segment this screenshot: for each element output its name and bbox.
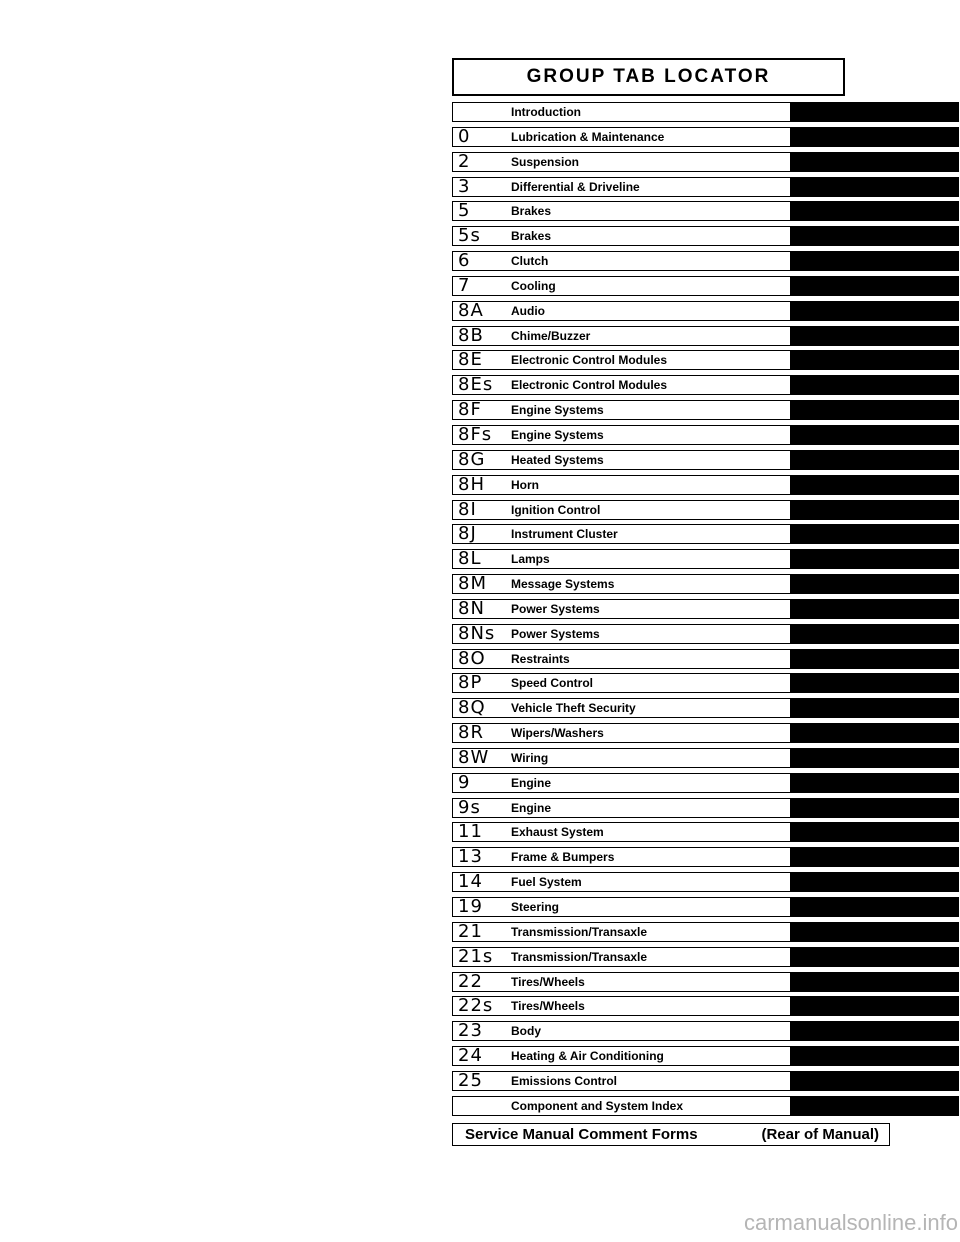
group-tab-label: Wiring: [511, 750, 549, 765]
group-tab-row[interactable]: [452, 127, 959, 147]
group-tab-marker[interactable]: [790, 698, 959, 718]
group-tab-row[interactable]: [452, 177, 959, 197]
group-tab-code: 11: [458, 821, 483, 843]
group-tab-marker[interactable]: [790, 624, 959, 644]
group-tab-entry[interactable]: [452, 798, 790, 818]
group-tab-row[interactable]: [452, 102, 959, 122]
group-tab-label: Frame & Bumpers: [511, 850, 615, 865]
group-tab-label: Electronic Control Modules: [511, 378, 668, 393]
group-tab-label: Emissions Control: [511, 1073, 618, 1088]
group-tab-label: Vehicle Theft Security: [511, 701, 636, 716]
group-tab-code: 0: [458, 125, 471, 147]
group-tab-row[interactable]: [452, 400, 959, 420]
group-tab-row[interactable]: [452, 872, 959, 892]
watermark-text: carmanualsonline.info: [743, 1210, 958, 1235]
group-tab-row[interactable]: [452, 723, 959, 743]
group-tab-entry[interactable]: [452, 152, 790, 172]
group-tab-code: 8L: [458, 548, 482, 570]
group-tab-label: Lamps: [511, 552, 550, 567]
group-tab-code: 8J: [458, 523, 477, 545]
group-tab-entry[interactable]: [452, 624, 790, 644]
group-tab-code: 8E: [458, 349, 483, 371]
group-tab-row[interactable]: [452, 624, 959, 644]
group-tab-marker[interactable]: [790, 748, 959, 768]
group-tab-marker[interactable]: [790, 773, 959, 793]
group-tab-row[interactable]: [452, 822, 959, 842]
group-tab-marker[interactable]: [790, 400, 959, 420]
group-tab-entry[interactable]: [452, 947, 790, 967]
group-tab-label: Tires/Wheels: [511, 974, 585, 989]
group-tab-code: 8I: [458, 498, 477, 520]
group-tab-row[interactable]: [452, 1071, 959, 1091]
group-tab-code: 8P: [458, 672, 483, 694]
group-tab-code: 5s: [458, 225, 481, 247]
group-tab-label: Electronic Control Modules: [511, 353, 668, 368]
group-tab-code: 7: [458, 274, 471, 296]
group-tab-marker[interactable]: [790, 798, 959, 818]
group-tab-code: 14: [458, 871, 483, 893]
group-tab-marker[interactable]: [790, 152, 959, 172]
group-tab-label: Clutch: [511, 254, 549, 269]
group-tab-marker[interactable]: [790, 947, 959, 967]
group-tab-marker[interactable]: [790, 475, 959, 495]
group-tab-row[interactable]: [452, 350, 959, 370]
group-tab-code: 8Ns: [458, 622, 496, 644]
group-tab-label: Suspension: [511, 154, 580, 169]
group-tab-marker[interactable]: [790, 649, 959, 669]
group-tab-label: Audio: [511, 303, 545, 318]
group-tab-entry[interactable]: [452, 972, 790, 992]
group-tab-entry[interactable]: [452, 996, 790, 1016]
group-tab-entry[interactable]: [452, 549, 790, 569]
group-tab-marker[interactable]: [790, 425, 959, 445]
group-tab-code: 8B: [458, 324, 484, 346]
group-tab-label: Engine Systems: [511, 403, 604, 418]
group-tab-entry[interactable]: [452, 350, 790, 370]
group-tab-marker[interactable]: [790, 350, 959, 370]
group-tab-row[interactable]: [452, 500, 959, 520]
group-tab-code: 8Es: [458, 374, 494, 396]
group-tab-marker[interactable]: [790, 1021, 959, 1041]
group-tab-label: Instrument Cluster: [511, 527, 618, 542]
group-tab-row[interactable]: [452, 301, 959, 321]
group-tab-entry[interactable]: [452, 1096, 790, 1116]
group-tab-row[interactable]: [452, 475, 959, 495]
group-tab-label: Restraints: [511, 651, 570, 666]
group-tab-label: Brakes: [511, 229, 552, 244]
group-tab-label: Exhaust System: [511, 825, 604, 840]
group-tab-entry[interactable]: [452, 673, 790, 693]
comment-forms-label: Service Manual Comment Forms: [465, 1126, 698, 1143]
group-tab-row[interactable]: [452, 1021, 959, 1041]
group-tab-code: 25: [458, 1069, 483, 1091]
group-tab-code: 23: [458, 1020, 483, 1042]
group-tab-entry[interactable]: [452, 375, 790, 395]
group-tab-marker[interactable]: [790, 102, 959, 122]
group-tab-entry[interactable]: [452, 1071, 790, 1091]
group-tab-row[interactable]: [452, 773, 959, 793]
group-tab-label: Wipers/Washers: [511, 726, 604, 741]
group-tab-row[interactable]: [452, 251, 959, 271]
group-tab-row[interactable]: [452, 897, 959, 917]
group-tab-row[interactable]: [452, 524, 959, 544]
group-tab-row[interactable]: [452, 922, 959, 942]
group-tab-row[interactable]: [452, 201, 959, 221]
group-tab-marker[interactable]: [790, 127, 959, 147]
group-tab-label: Differential & Driveline: [511, 179, 640, 194]
group-tab-entry[interactable]: [452, 127, 790, 147]
group-tab-entry[interactable]: [452, 822, 790, 842]
group-tab-row[interactable]: [452, 599, 959, 619]
group-tab-entry[interactable]: [452, 102, 790, 122]
group-tab-label: Chime/Buzzer: [511, 328, 591, 343]
group-tab-entry[interactable]: [452, 326, 790, 346]
group-tab-marker[interactable]: [790, 897, 959, 917]
page-title: GROUP TAB LOCATOR: [452, 58, 845, 96]
group-tab-label: Cooling: [511, 278, 556, 293]
group-tab-marker[interactable]: [790, 524, 959, 544]
group-tab-code: 13: [458, 846, 483, 868]
group-tab-marker[interactable]: [790, 599, 959, 619]
group-tab-entry[interactable]: [452, 226, 790, 246]
group-tab-row[interactable]: [452, 276, 959, 296]
group-tab-marker[interactable]: [790, 201, 959, 221]
group-tab-marker[interactable]: [790, 922, 959, 942]
group-tab-label: Power Systems: [511, 601, 600, 616]
group-tab-marker[interactable]: [790, 574, 959, 594]
group-tab-entry[interactable]: [452, 301, 790, 321]
group-tab-marker[interactable]: [790, 500, 959, 520]
group-tab-code: 8R: [458, 722, 484, 744]
group-tab-list: [452, 102, 959, 1121]
group-tab-row[interactable]: [452, 972, 959, 992]
group-tab-code: 9s: [458, 796, 481, 818]
group-tab-entry[interactable]: [452, 872, 790, 892]
group-tab-entry[interactable]: [452, 599, 790, 619]
group-tab-row[interactable]: [452, 450, 959, 470]
group-tab-marker[interactable]: [790, 1071, 959, 1091]
group-tab-label: Ignition Control: [511, 502, 601, 517]
group-tab-code: 8H: [458, 473, 485, 495]
group-tab-code: 8M: [458, 573, 487, 595]
group-tab-code: 2: [458, 150, 471, 172]
group-tab-code: 19: [458, 896, 483, 917]
group-tab-label: Transmission/Transaxle: [511, 924, 648, 939]
group-tab-code: 24: [458, 1045, 483, 1067]
group-tab-label: Heating & Air Conditioning: [511, 1049, 664, 1064]
group-tab-code: 8W: [458, 746, 490, 768]
group-tab-row[interactable]: [452, 326, 959, 346]
group-tab-row[interactable]: [452, 1096, 959, 1116]
group-tab-label: Lubrication & Maintenance: [511, 129, 665, 144]
group-tab-entry[interactable]: [452, 922, 790, 942]
group-tab-code: 8Fs: [458, 423, 493, 445]
group-tab-entry[interactable]: [452, 425, 790, 445]
group-tab-code: 9: [458, 771, 471, 793]
group-tab-marker[interactable]: [790, 673, 959, 693]
group-tab-label: Message Systems: [511, 577, 615, 592]
group-tab-label: Heated Systems: [511, 452, 604, 467]
group-tab-code: 22: [458, 970, 483, 992]
group-tab-label: Power Systems: [511, 626, 600, 641]
group-tab-label: Fuel System: [511, 875, 582, 890]
comment-forms-location: (Rear of Manual): [761, 1126, 879, 1143]
group-tab-row[interactable]: [452, 574, 959, 594]
group-tab-marker[interactable]: [790, 822, 959, 842]
group-tab-marker[interactable]: [790, 375, 959, 395]
group-tab-code: 8N: [458, 597, 485, 619]
group-tab-label: Speed Control: [511, 676, 594, 691]
group-tab-label: Tires/Wheels: [511, 999, 585, 1014]
group-tab-label: Engine Systems: [511, 427, 604, 442]
group-tab-entry[interactable]: [452, 276, 790, 296]
group-tab-row[interactable]: [452, 649, 959, 669]
group-tab-marker[interactable]: [790, 972, 959, 992]
group-tab-entry[interactable]: [452, 251, 790, 271]
group-tab-entry[interactable]: [452, 450, 790, 470]
group-tab-row[interactable]: [452, 425, 959, 445]
group-tab-entry[interactable]: [452, 524, 790, 544]
group-tab-entry[interactable]: [452, 201, 790, 221]
group-tab-marker[interactable]: [790, 872, 959, 892]
group-tab-label: Transmission/Transaxle: [511, 949, 648, 964]
group-tab-marker[interactable]: [790, 301, 959, 321]
group-tab-entry[interactable]: [452, 649, 790, 669]
group-tab-marker[interactable]: [790, 177, 959, 197]
group-tab-code: 6: [458, 250, 471, 272]
group-tab-code: 8A: [458, 299, 484, 321]
group-tab-entry[interactable]: [452, 574, 790, 594]
group-tab-marker[interactable]: [790, 326, 959, 346]
group-tab-entry[interactable]: [452, 1046, 790, 1066]
group-tab-label: Engine: [511, 800, 552, 815]
group-tab-code: 8G: [458, 448, 486, 470]
group-tab-entry[interactable]: [452, 500, 790, 520]
group-tab-label: Brakes: [511, 204, 552, 219]
group-tab-entry[interactable]: [452, 475, 790, 495]
group-tab-entry[interactable]: [452, 1021, 790, 1041]
group-tab-label: Steering: [511, 900, 560, 914]
group-tab-code: 8F: [458, 399, 482, 421]
group-tab-code: 8O: [458, 647, 486, 669]
comment-forms-box: [452, 1123, 890, 1146]
group-tab-marker[interactable]: [790, 276, 959, 296]
group-tab-code: 21s: [458, 945, 494, 967]
group-tab-marker[interactable]: [790, 251, 959, 271]
group-tab-entry[interactable]: [452, 177, 790, 197]
group-tab-marker[interactable]: [790, 549, 959, 569]
group-tab-entry[interactable]: [452, 773, 790, 793]
group-tab-label: Engine: [511, 775, 552, 790]
group-tab-row[interactable]: [452, 996, 959, 1016]
group-tab-entry[interactable]: [452, 748, 790, 768]
group-tab-entry[interactable]: [452, 400, 790, 420]
group-tab-row[interactable]: [452, 698, 959, 718]
group-tab-entry[interactable]: [452, 698, 790, 718]
group-tab-entry[interactable]: [452, 723, 790, 743]
group-tab-label: Horn: [511, 477, 539, 492]
group-tab-label: Introduction: [511, 105, 581, 119]
group-tab-row[interactable]: [452, 947, 959, 967]
group-tab-row[interactable]: [452, 748, 959, 768]
group-tab-row[interactable]: [452, 152, 959, 172]
group-tab-entry[interactable]: [452, 847, 790, 867]
group-tab-row[interactable]: [452, 1046, 959, 1066]
group-tab-marker[interactable]: [790, 1096, 959, 1116]
group-tab-entry[interactable]: [452, 897, 790, 917]
group-tab-row[interactable]: [452, 375, 959, 395]
group-tab-code: 21: [458, 920, 483, 942]
group-tab-code: 8Q: [458, 697, 486, 719]
group-tab-marker[interactable]: [790, 1046, 959, 1066]
group-tab-row[interactable]: [452, 798, 959, 818]
group-tab-row[interactable]: [452, 549, 959, 569]
group-tab-row[interactable]: [452, 226, 959, 246]
group-tab-marker[interactable]: [790, 723, 959, 743]
group-tab-row[interactable]: [452, 673, 959, 693]
group-tab-code: 3: [458, 175, 471, 197]
group-tab-code: 5: [458, 200, 471, 222]
group-tab-row[interactable]: [452, 847, 959, 867]
group-tab-code: 22s: [458, 995, 494, 1017]
group-tab-marker[interactable]: [790, 847, 959, 867]
group-tab-marker[interactable]: [790, 996, 959, 1016]
group-tab-label: Body: [511, 1024, 541, 1039]
group-tab-label: Component and System Index: [511, 1098, 684, 1113]
group-tab-marker[interactable]: [790, 226, 959, 246]
group-tab-marker[interactable]: [790, 450, 959, 470]
